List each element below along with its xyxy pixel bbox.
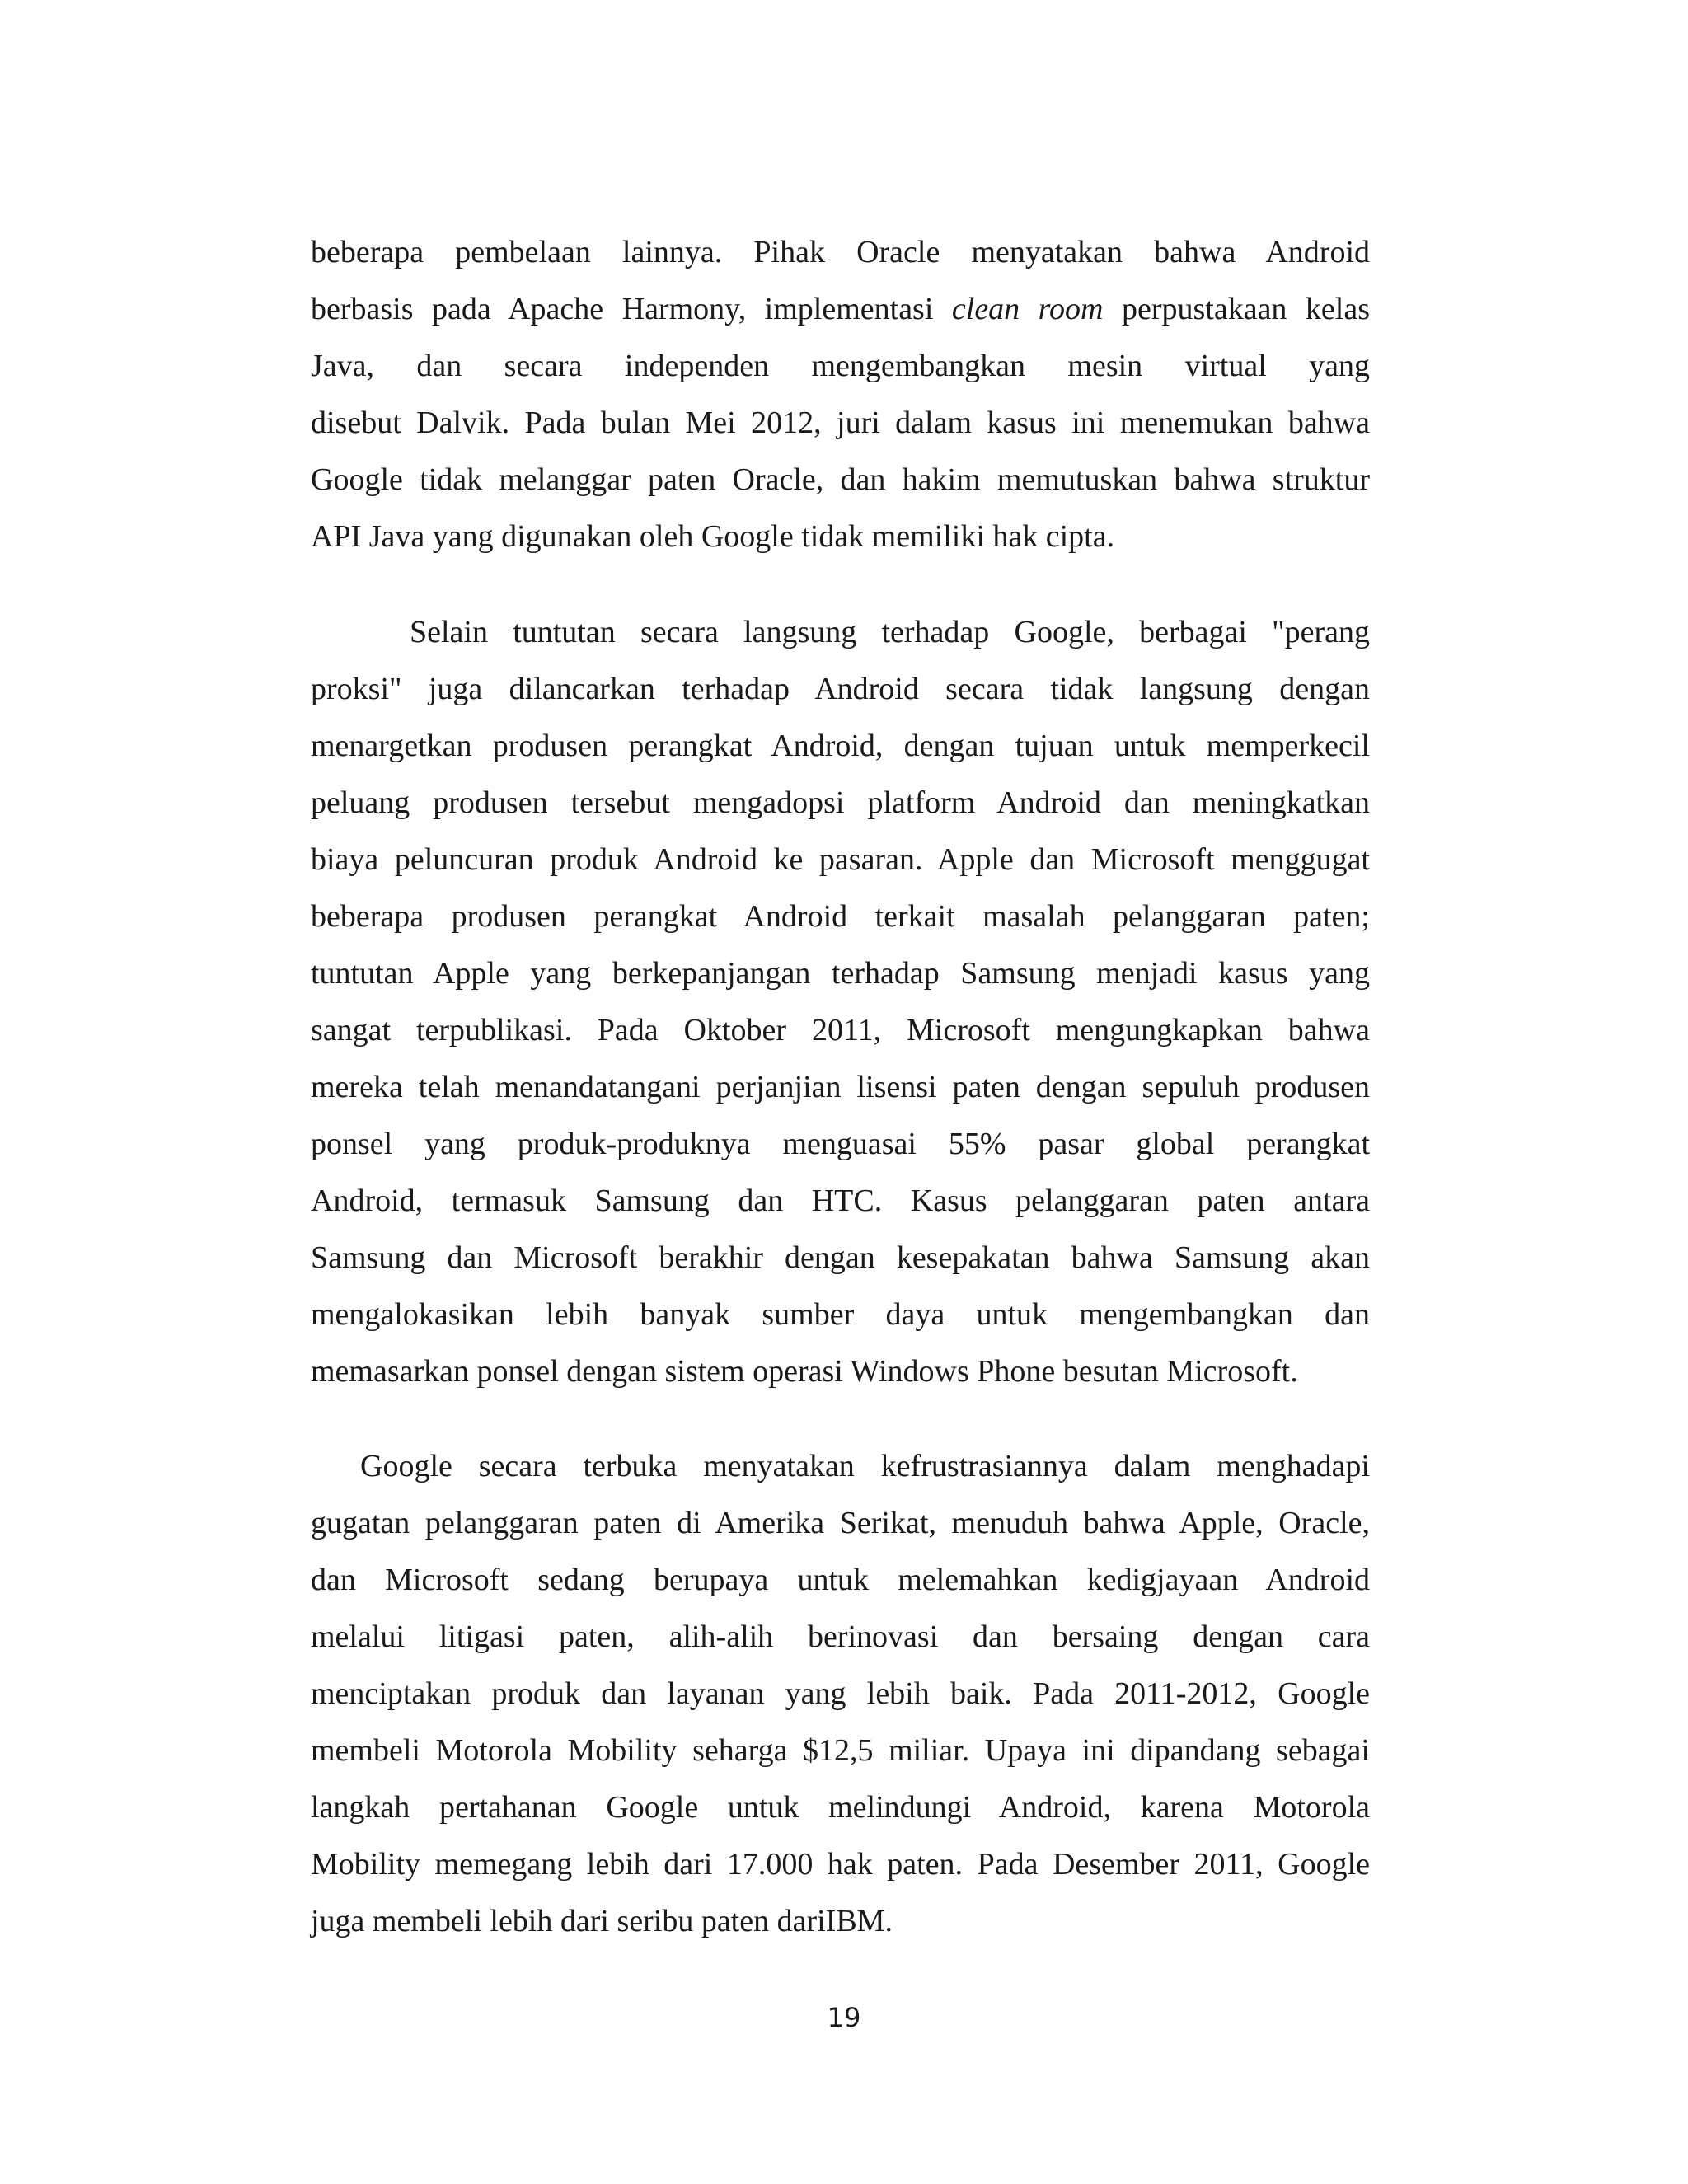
text-line: membeli Motorola Mobility seharga $12,5 miliar. Upaya ini dipandang sebagai bbox=[311, 1733, 1370, 1768]
text-line: Google secara terbuka menyatakan kefrustrasiannya dalam menghadapi bbox=[360, 1449, 1370, 1483]
text-line: dan Microsoft sedang berupaya untuk melemahkan kedigjayaan Android bbox=[311, 1563, 1370, 1597]
paragraph-oracle-case bbox=[311, 224, 1370, 565]
text-line: Google tidak melanggar paten Oracle, dan hakim memutuskan bahwa struktur bbox=[311, 462, 1370, 497]
text-line: juga membeli lebih dari seribu paten dariIBM. bbox=[311, 1904, 893, 1938]
text-line: Android, termasuk Samsung dan HTC. Kasus pelanggaran paten antara bbox=[311, 1183, 1370, 1218]
text-line: Java, dan secara independen mengembangkan mesin virtual yang bbox=[311, 349, 1370, 383]
text-line: biaya peluncuran produk Android ke pasaran. Apple dan Microsoft menggugat bbox=[311, 842, 1370, 877]
text-line: API Java yang digunakan oleh Google tidak memiliki hak cipta. bbox=[311, 519, 1115, 554]
text-line: ponsel yang produk-produknya menguasai 55% pasar global perangkat bbox=[311, 1127, 1370, 1161]
text-line: beberapa pembelaan lainnya. Pihak Oracle menyatakan bahwa Android bbox=[311, 235, 1370, 269]
text-segment: berbasis pada Apache Harmony, implementasi bbox=[311, 292, 952, 326]
text-line: disebut Dalvik. Pada bulan Mei 2012, juri dalam kasus ini menemukan bahwa bbox=[311, 405, 1370, 440]
text-line: mengalokasikan lebih banyak sumber daya untuk mengembangkan dan bbox=[311, 1297, 1370, 1332]
text-line: Selain tuntutan secara langsung terhadap Google, berbagai "perang bbox=[410, 615, 1370, 649]
text-line: menargetkan produsen perangkat Android, dengan tujuan untuk memperkecil bbox=[311, 729, 1370, 763]
italic-term: clean room bbox=[951, 292, 1104, 326]
text-line bbox=[311, 281, 1370, 338]
text-line: sangat terpublikasi. Pada Oktober 2011, Microsoft mengungkapkan bahwa bbox=[311, 1013, 1370, 1047]
page-number: 19 bbox=[827, 2002, 861, 2033]
text-line: Mobility memegang lebih dari 17.000 hak paten. Pada Desember 2011, Google bbox=[311, 1847, 1370, 1882]
text-line: menciptakan produk dan layanan yang lebih baik. Pada 2011-2012, Google bbox=[311, 1676, 1370, 1711]
text-segment: perpustakaan kelas bbox=[1103, 292, 1370, 326]
text-line: beberapa produsen perangkat Android terkait masalah pelanggaran paten; bbox=[311, 899, 1370, 934]
text-line: mereka telah menandatangani perjanjian lisensi paten dengan sepuluh produsen bbox=[311, 1070, 1370, 1104]
text-line: langkah pertahanan Google untuk melindungi Android, karena Motorola bbox=[311, 1790, 1370, 1825]
text-line: peluang produsen tersebut mengadopsi platform Android dan meningkatkan bbox=[311, 785, 1370, 820]
paragraph-proxy-wars bbox=[311, 604, 1370, 1400]
text-line: proksi" juga dilancarkan terhadap Android secara tidak langsung dengan bbox=[311, 672, 1370, 706]
text-line: melalui litigasi paten, alih-alih berinovasi dan bersaing dengan cara bbox=[311, 1619, 1370, 1654]
text-line: memasarkan ponsel dengan sistem operasi Windows Phone besutan Microsoft. bbox=[311, 1354, 1298, 1389]
text-line: Samsung dan Microsoft berakhir dengan kesepakatan bahwa Samsung akan bbox=[311, 1240, 1370, 1275]
paragraph-google-response bbox=[311, 1438, 1370, 1950]
text-line: tuntutan Apple yang berkepanjangan terhadap Samsung menjadi kasus yang bbox=[311, 956, 1370, 991]
text-line: gugatan pelanggaran paten di Amerika Serikat, menuduh bahwa Apple, Oracle, bbox=[311, 1506, 1370, 1540]
